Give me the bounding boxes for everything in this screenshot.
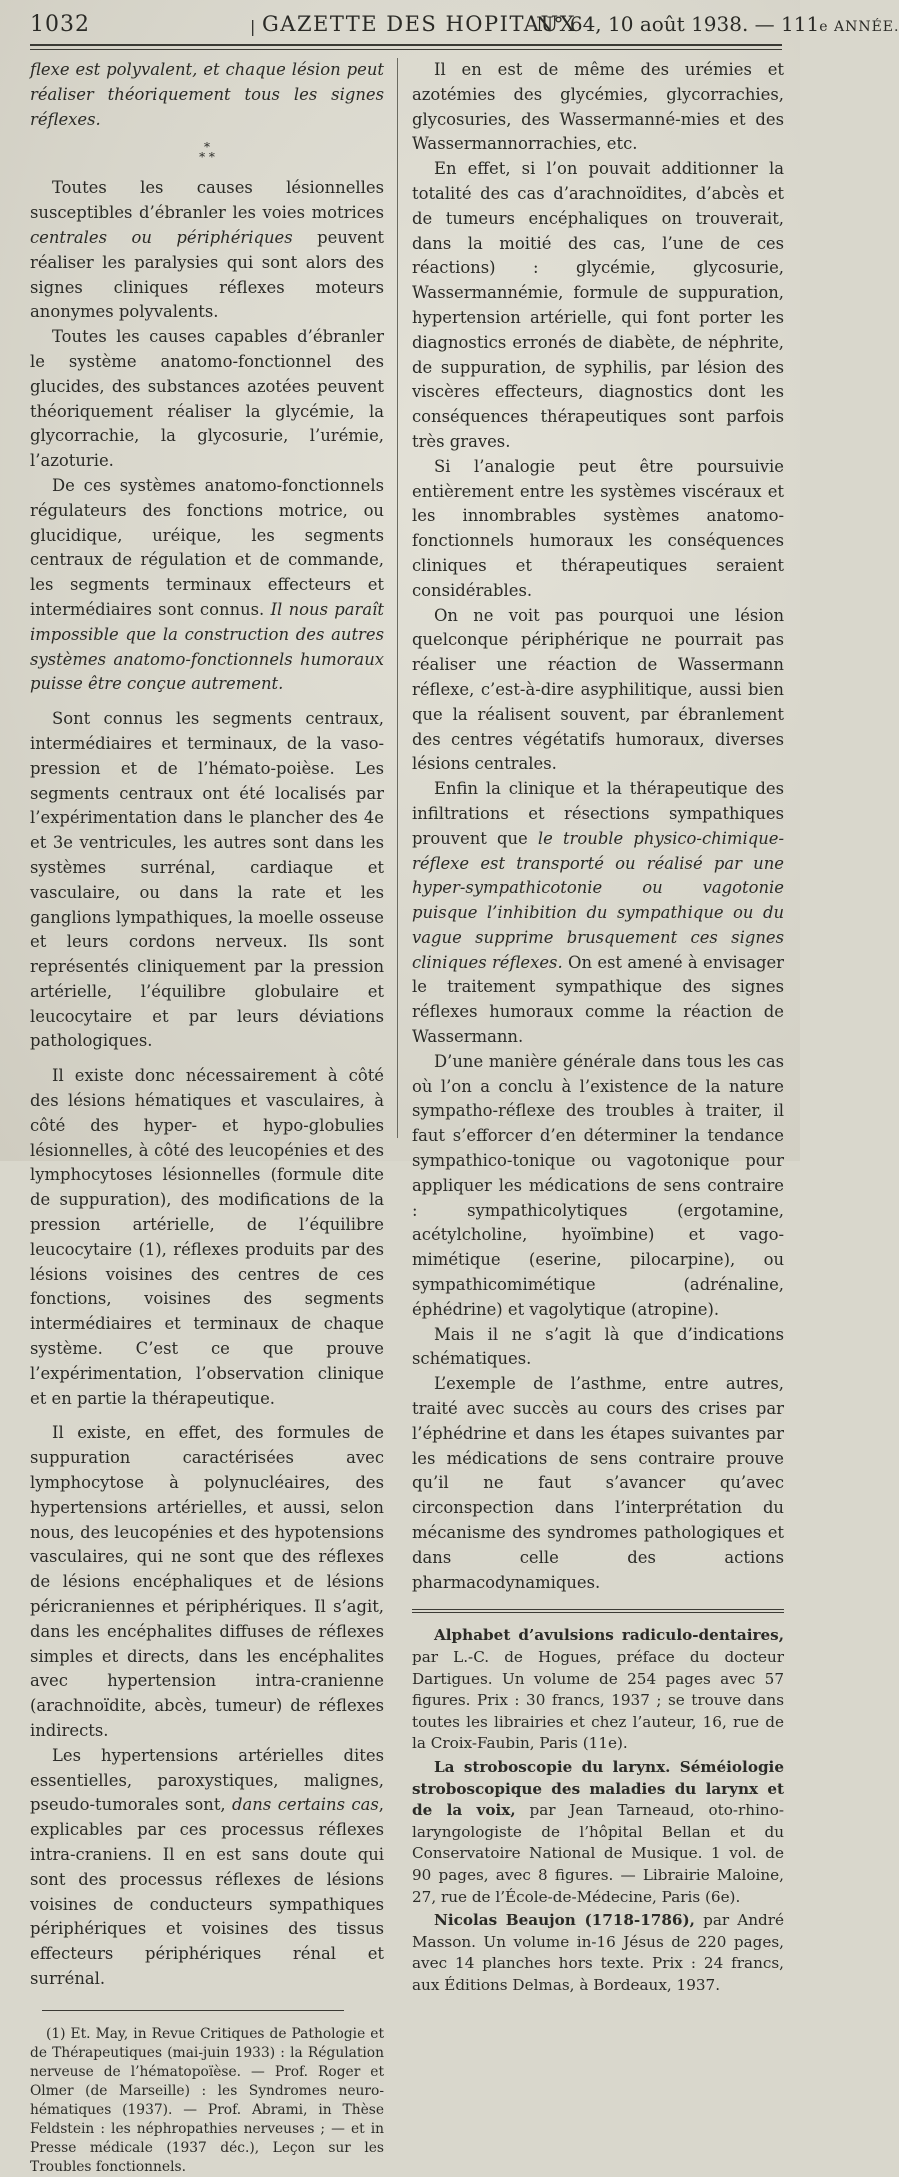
- paragraph: L’exemple de l’asthme, entre autres, traité avec succès au cours des crises par l’éphédrine et dans les étapes suivantes par les médications de sens contraire prouve qu’il ne faut s’avancer qu’avec circonspection dans l’interprétation du mécanisme des syndromes pathologiques et dans celle des actions pharmacodynamiques.: [412, 1374, 784, 1592]
- paragraph: Toutes les causes capables d’ébranler le système anatomo-fonctionnel des glucides, des substances azotées peuvent théoriquement réaliser la glycémie, la glycorrachie, la glycosurie, l’urémie, l’azoturie.: [30, 327, 384, 471]
- footnote-text: (1) Et. May, in Revue Critiques de Pathologie et de Thérapeutiques (mai-juin 1933) : la Régulation nerveuse de l’hématopoïèse. — Prof. Roger et Olmer (de Marseille) : les Syndromes neuro-hématiques (1937). — Prof. Abrami, in Thèse Feldstein : les néphropathies nerveuses ; — et in Presse médicale (1937 déc.), Leçon sur les Troubles fonctionnels.: [30, 2025, 384, 2175]
- paragraph: Mais il ne s’agit là que d’indications schématiques.: [412, 1324, 784, 1369]
- footnote: [30, 2025, 384, 2177]
- issue-info: [536, 12, 899, 36]
- paragraph: Les hypertensions artérielles dites essentielles, paroxystiques, malignes, pseudo-tumorales sont, dans certains cas, explicables par ces processus réflexes intra-craniens. Il en est sans doute qui sont des processus réflexes de lésions voisines de conducteurs sympathiques périphériques et voisines des tissus effecteurs périphériques rénal et surrénal.: [30, 1745, 384, 1988]
- paragraph: D’une manière générale dans tous les cas où l’on a conclu à l’existence de la nature sympatho-réflexe des troubles à traiter, il faut s’efforcer d’en déterminer la tendance sympathico-tonique ou vagotonique pour appliquer les médications de sens contraire : sympathicolytiques (ergotamine, acétylcholine, hyoïmbine) et vago-mimétique (eserine, pilocarpine), ou sympathicomimétique (adrénaline, éphédrine) et vagolytique (atropine).: [412, 1051, 784, 1319]
- paragraph: De ces systèmes anatomo-fonctionnels régulateurs des fonctions motrice, ou glucidique, uréique, les segments centraux de régulation et de commande, les segments terminaux effecteurs et intermédiaires sont connus. Il nous paraît impossible que la construction des autres systèmes anatomo-fonctionnels humoraux puisse être conçue autrement.: [30, 475, 384, 694]
- paragraph: Si l’analogie peut être poursuivie entièrement entre les systèmes viscéraux et les innombrables systèmes anatomo-fonctionnels humoraux les conséquences cliniques et thérapeutiques seraient considérables.: [412, 456, 784, 600]
- section-stars: * * *: [199, 140, 215, 165]
- issue-date: N° 64, 10 août 1938. — 111: [536, 12, 820, 36]
- column-divider: [397, 58, 398, 1138]
- paragraph: Toutes les causes lésionnelles susceptibles d’ébranler les voies motrices centrales ou périphériques peuvent réaliser les paralysies qui sont alors des signes cliniques réflexes moteurs anonymes polyvalents.: [30, 178, 384, 322]
- bibliography: [412, 1625, 784, 1996]
- issue-year: e ANNÉE.: [819, 19, 899, 35]
- paragraph: Il en est de même des urémies et azotémies des glycémies, glycorrachies, glycosuries, des Wassermanné-mies et des Wassermannorrachies, etc.: [412, 60, 784, 154]
- paragraph: Il existe, en effet, des formules de suppuration caractérisées avec lymphocytose à polynucléaires, des hypertensions artérielles, et aussi, selon nous, des leucopénies et des hypotensions vasculaires, qui ne sont que des réflexes de lésions encéphaliques et de lésions péricraniennes et périphériques. Il s’agit, dans les encéphalites diffuses de réflexes simples et directs, dans les encéphalites avec hypertension intra-cranienne (arachnoïdite, abcès, tumeur) de réflexes indirects.: [30, 1423, 384, 1740]
- bibliography-entry: La stroboscopie du larynx. Séméiologie stroboscopique des maladies du larynx et de la voix, par Jean Tarneaud, oto-rhino-laryngologiste de l’hôpital Bellan et du Conservatoire National de Musique. 1 vol. de 90 pages, avec 8 figures. — Librairie Maloine, 27, rue de l’École-de-Médecine, Paris (6e).: [412, 1757, 784, 1906]
- paragraph: En effet, si l’on pouvait additionner la totalité des cas d’arachnoïdites, d’abcès et de tumeurs encéphaliques on trouverait, dans la moitié des cas, l’une de ces réactions) : glycémie, glycosurie, Wassermannémie, formule de suppuration, hypertension artérielle, qui font porter les diagnostics erronés de diabète, de néphrite, de suppuration, de syphilis, par lésion des viscères effecteurs, diagnostics dont les conséquences thérapeutiques sont parfois très graves.: [412, 159, 784, 451]
- paragraph: Sont connus les segments centraux, intermédiaires et terminaux, de la vaso-pression et de l’hémato-poièse. Les segments centraux ont été localisés par l’expérimentation dans le plancher des 4e et 3e ventricules, les autres sont dans les systèmes surrénal, cardiaque et vasculaire, ou dans la rate et les ganglions lympathiques, la moelle osseuse et leurs cordons nerveux. Ils sont représentés cliniquement par la pression artérielle, l’équilibre globulaire et leucocytaire et par leurs déviations pathologiques.: [30, 709, 384, 1051]
- paragraph: Enfin la clinique et la thérapeutique des infiltrations et résections sympathiques prouvent que le trouble physico-chimique-réflexe est transporté ou réalisé par une hyper-sympathicotonie ou vagotonie puisque l’inhibition du sympathique ou du vague supprime brusquement ces signes cliniques réflexes. On est amené à envisager le traitement sympathique des signes réflexes humoraux comme la réaction de Wassermann.: [412, 779, 784, 1047]
- bibliography-separator: [412, 1609, 784, 1613]
- left-column: [30, 58, 384, 2177]
- header-separator: |: [250, 17, 256, 36]
- paragraph: On ne voit pas pourquoi une lésion quelconque périphérique ne pourrait pas réaliser une réaction de Wassermann réflexe, c’est-à-dire asyphilitique, aussi bien que la réalisent souvent, par ébranlement des centres végétatifs humoraux, diverses lésions centrales.: [412, 605, 784, 774]
- bibliography-entry: Alphabet d’avulsions radiculo-dentaires, par L.-C. de Hogues, préface du docteur Dartigues. Un volume de 254 pages avec 57 figures. Prix : 30 francs, 1937 ; se trouve dans toutes les librairies et chez l’auteur, 16, rue de la Croix-Faubin, Paris (11e).: [412, 1626, 784, 1753]
- journal-title: GAZETTE DES HOPITAUX: [262, 12, 577, 36]
- header-rule-thin: [30, 49, 782, 50]
- paragraph: Il existe donc nécessairement à côté des lésions hématiques et vasculaires, à côté des hyper- et hypo-globulies lésionnelles, à côté des leucopénies et des lymphocytoses lésionnelles (formule dite de suppuration), des modifications de la pression artérielle, de l’équilibre leucocytaire (1), réflexes produits par des lésions voisines des centres de ces fonctions, voisines des segments intermédiaires et terminaux de chaque système. C’est ce que prouve l’expérimentation, l’observation clinique et en partie la thérapeutique.: [30, 1066, 384, 1408]
- paragraph: flexe est polyvalent, et chaque lésion peut réaliser théoriquement tous les signes réflexes.: [30, 60, 384, 129]
- footnote-rule: [42, 2010, 344, 2011]
- page-number: 1032: [30, 12, 90, 37]
- header-rule: [30, 44, 782, 46]
- right-column: [412, 58, 784, 1999]
- bibliography-entry: Nicolas Beaujon (1718-1786), par André Masson. Un volume in-16 Jésus de 220 pages, avec 14 planches hors texte. Prix : 24 francs, aux Éditions Delmas, à Bordeaux, 1937.: [412, 1911, 784, 1994]
